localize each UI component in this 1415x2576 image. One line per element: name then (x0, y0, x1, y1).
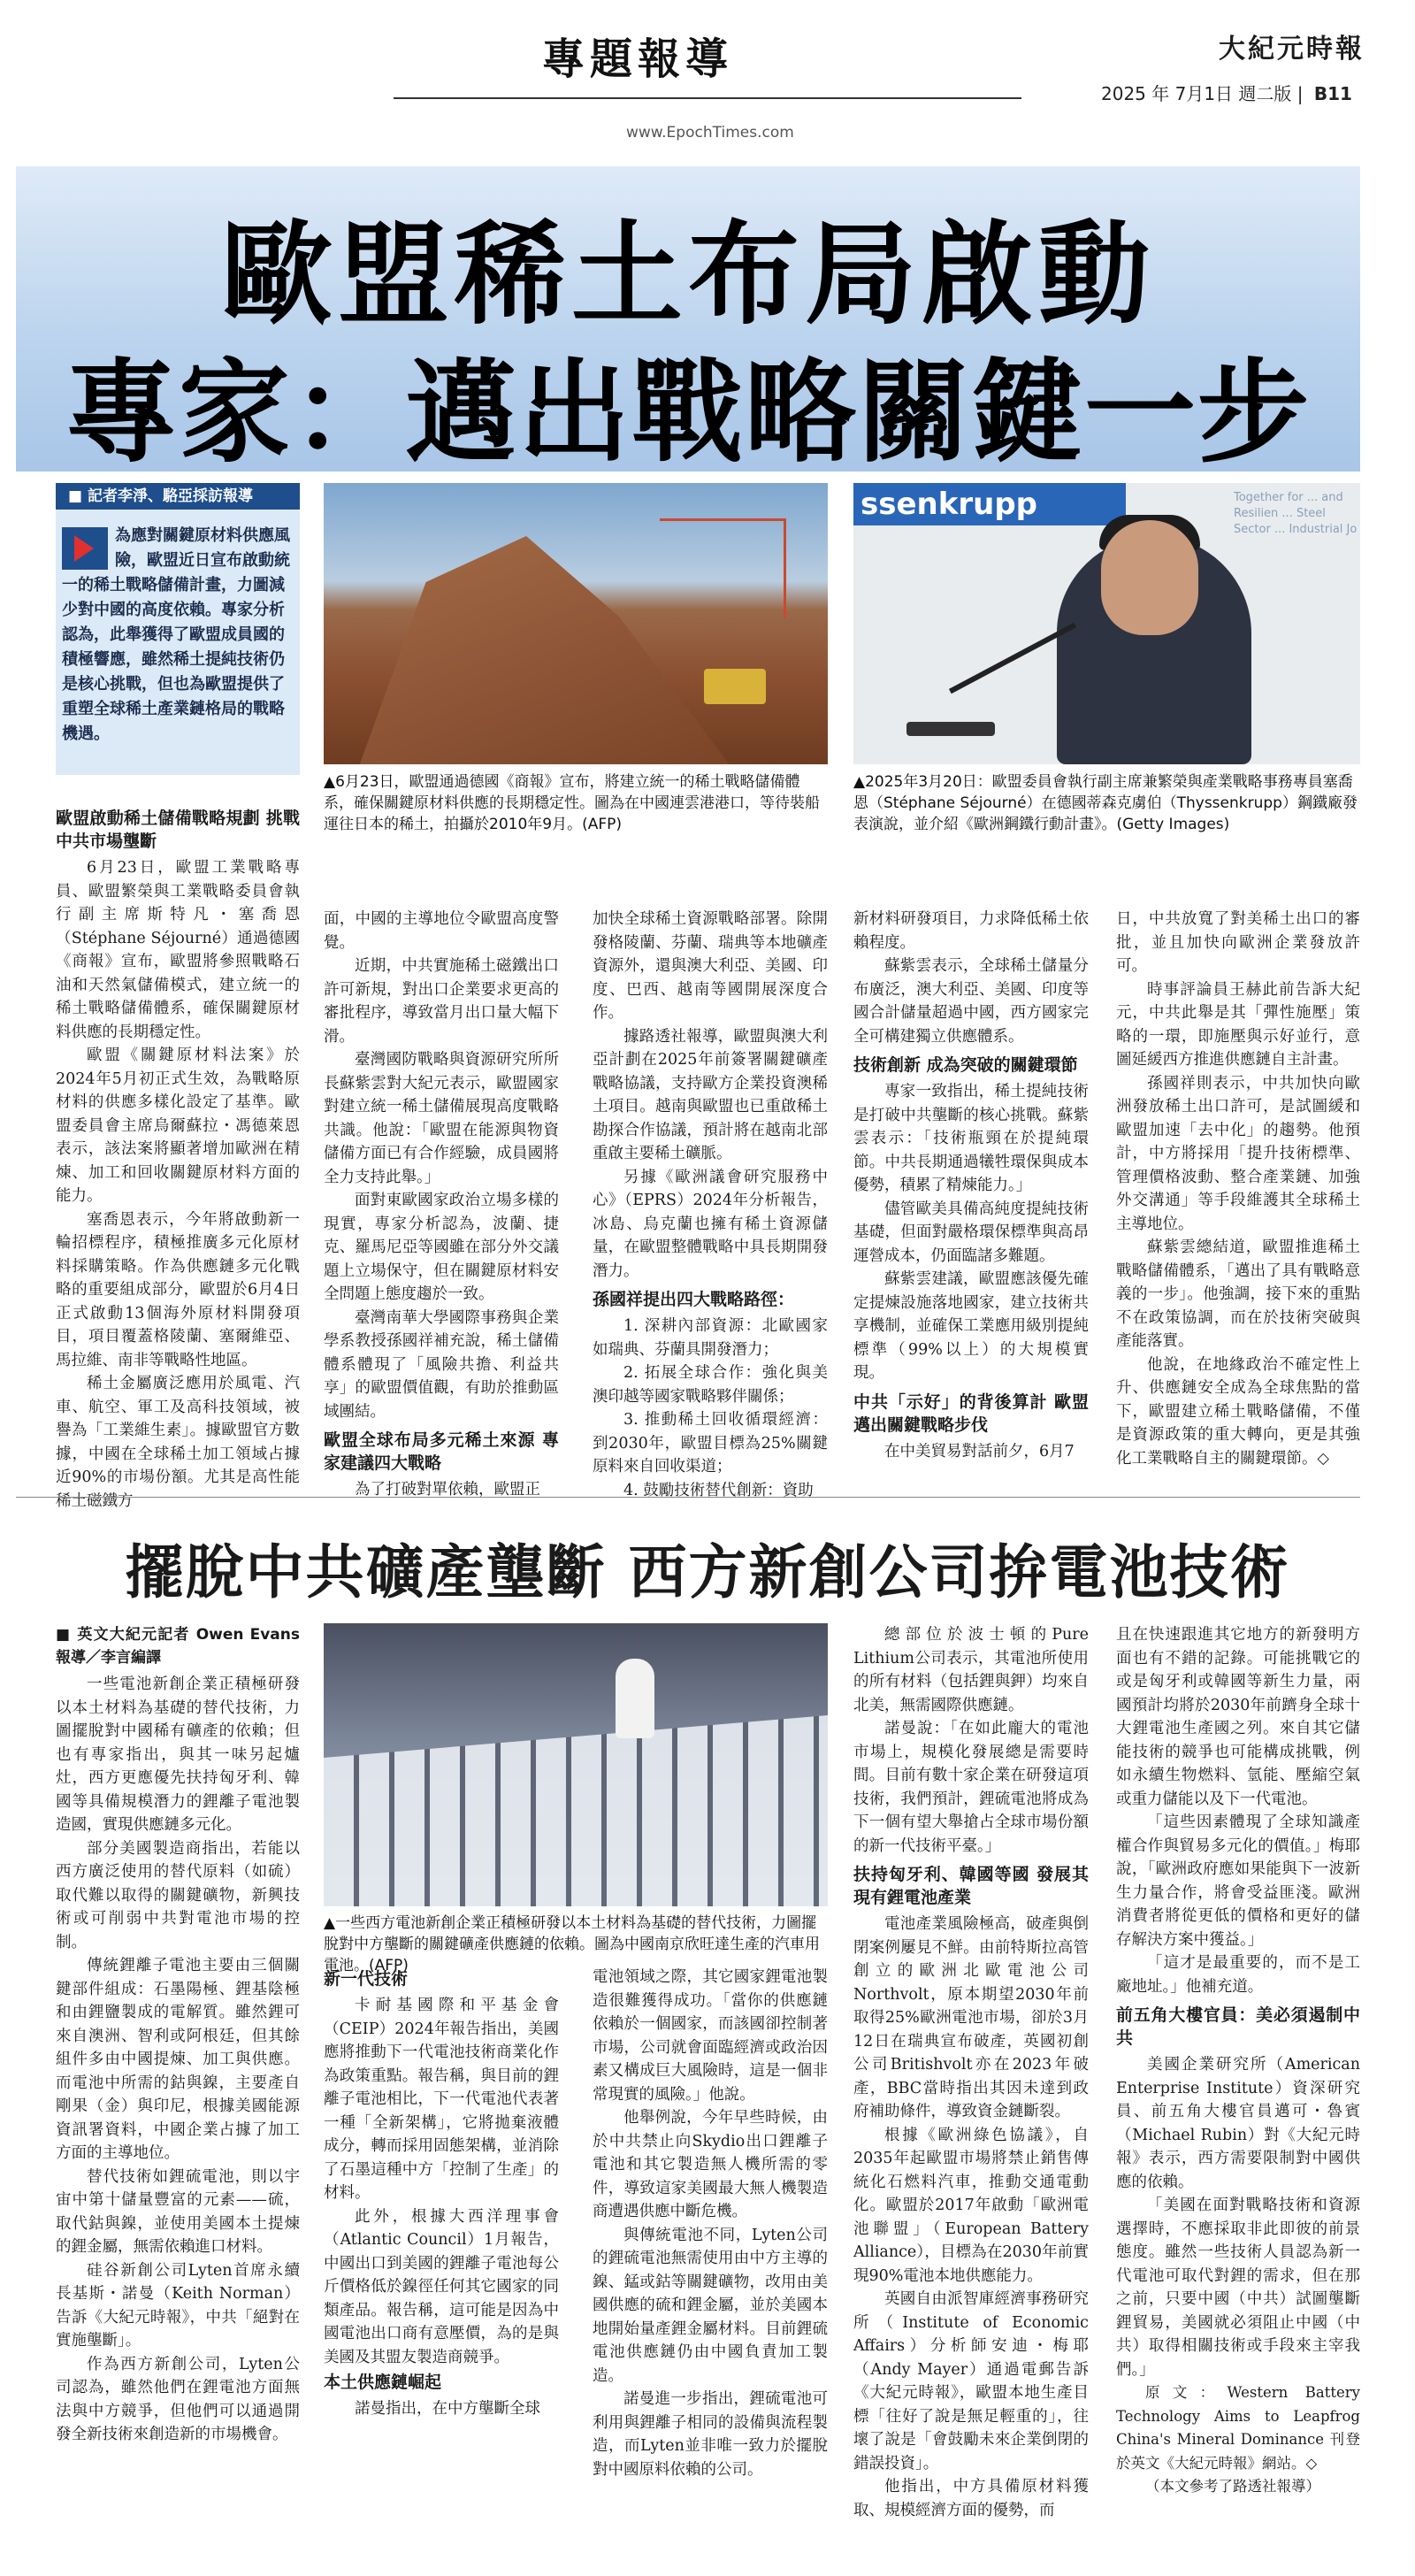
paragraph: 6月23日，歐盟工業戰略專員、歐盟繁榮與工業戰略委員會執行副主席斯特凡・塞喬恩（Stéphane Séjourné）通過德國《商報》宣布，歐盟將參照戰略石油和天然氣儲備模式，建立統一的稀土戰略儲備體系，確保關鍵原材料供應的長期穩定性。 (56, 859, 300, 1041)
paragraph: 稀土金屬廣泛應用於風電、汽車、航空、軍工及高科技領域，被譽為「工業維生素」。據歐盟官方數據，中國在全球稀土加工領域占據近90%的市場份額。尤其是高性能稀土磁鐵方 (56, 1375, 300, 1510)
paragraph: 為了打破對單依賴，歐盟正 (355, 1481, 540, 1499)
paragraph: 臺灣國防戰略與資源研究所所長蘇紫雲對大紀元表示，歐盟國家對建立統一稀土儲備展現高度戰略共識。他說：「歐盟在能源與物資儲備方面已有合作經驗，成員國將全力支持此舉。」 (324, 1051, 559, 1186)
dateline: 2025 年 7月1日 週二版 | B11 (1101, 83, 1352, 104)
podium (906, 722, 995, 736)
subhead: 孫國祥提出四大戰略路徑： (593, 1290, 795, 1309)
subhead: 歐盟啟動稀土儲備戰略規劃 挑戰中共市場壟斷 (56, 809, 300, 851)
article2-col2 (324, 1966, 559, 2421)
photo1-caption: ▲6月23日，歐盟通過德國《商報》宣布，將建立統一的稀土戰略儲備體系，確保關鍵原材料供應的長期穩定性。圖為在中國連雲港港口，等待裝船運往日本的稀土，拍攝於2010年9月。(AFP) (324, 773, 820, 833)
paragraph: 面對東歐國家政治立場多樣的現實，專家分析認為，波蘭、捷克、羅馬尼亞等國雖在部分外交議題上立場保守，但在關鍵原材料安全問題上態度趨於一致。 (324, 1192, 559, 1303)
paragraph: 傳統鋰離子電池主要由三個關鍵部件組成：石墨陽極、鋰基陰極和由鋰鹽製成的電解質。雖然鋰可來自澳洲、智利或阿根廷，但其餘組件多由中國提煉、加工與供應。而電池中所需的鈷與鎳，主要產自剛果（金）與印尼，根據美國能源資訊署資料，中國企業占據了加工方面的主導地位。 (56, 1957, 300, 2162)
paragraph: 替代技術如鋰硫電池，則以宇宙中第十儲量豐富的元素——硫，取代鈷與鎳，並使用美國本土提煉的鋰金屬，無需依賴進口材料。 (56, 2167, 300, 2256)
page-number: B11 (1313, 83, 1352, 104)
paragraph: 蘇紫雲表示，全球稀土儲量分布廣泛，澳大利亞、美國、印度等國合計儲量超過中國，西方國家完全可構建獨立供應體系。 (853, 957, 1089, 1046)
paragraph: 另據《歐洲議會研究服務中心》（EPRS）2024年分析報告，冰島、烏克蘭也擁有稀土資源儲量，在歐盟整體戰略中具長期開發潛力。 (593, 1168, 828, 1280)
paragraph: 他說，在地緣政治不確定性上升、供應鏈安全成為全球焦點的當下，歐盟建立稀土戰略儲備，不僅是資源政策的重大轉向，更是其強化工業戰略自主的關鍵環節。◇ (1116, 1355, 1360, 1468)
crane (660, 518, 786, 618)
paragraph: 新材料研發項目，力求降低稀土依賴程度。 (853, 910, 1089, 952)
headline-line1: 歐盟稀土布局啟動 (221, 209, 1155, 340)
lead-summary (62, 524, 292, 747)
paragraph: 時事評論員王赫此前告訴大紀元，中共此舉是其「彈性施壓」策略的一環，即施壓與示好並行，意圖延緩西方推進供應鏈自主計畫。 (1116, 980, 1360, 1069)
paragraph: 日，中共放寬了對美稀土出口的審批，並且加快向歐洲企業發放許可。 (1116, 910, 1360, 975)
factory-worker (616, 1659, 654, 1738)
battery-factory-photo (324, 1623, 828, 1906)
article2-col4 (853, 1623, 1089, 2522)
article1-col4 (853, 908, 1089, 1463)
photo3-caption: ▲一些西方電池新創企業正積極研發以本土材料為基礎的替代技術，力圖擺脫對中方壟斷的關鍵礦產供應鏈的依賴。圖為中國南京欣旺達生產的汽車用電池。(AFP) (324, 1914, 820, 1974)
paragraph: 諾曼指出，在中方壟斷全球 (355, 2400, 540, 2418)
paragraph: 諾曼說：「在如此龐大的電池市場上，規模化發展總是需要時間。目前有數十家企業在研發這項技術，我們預計，鋰硫電池將成為下一個有望大舉搶占全球市場份額的新一代技術平臺。」 (853, 1720, 1089, 1855)
paragraph: 根據《歐洲綠色協議》，自2035年起歐盟市場將禁止銷售傳統化石燃料汽車，推動交通電動化。歐盟於2017年啟動「歐洲電池聯盟」（European Battery Alliance），目標為在2030年前實現90%電池本地供應能力。 (853, 2126, 1089, 2285)
subhead: 技術創新 成為突破的關鍵環節 (853, 1055, 1078, 1075)
list-item: 1. 深耕內部資源：北歐國家如瑞典、芬蘭具開發潛力； (593, 1317, 828, 1359)
paragraph: 與傳統電池不同，Lyten公司的鋰硫電池無需使用由中方主導的鎳、錳或鈷等關鍵礦物，改用由美國供應的硫和鋰金屬，並於美國本地開始量產鋰金屬材料。目前鋰硫電池供應鏈仍由中國負責加工製造。 (593, 2226, 828, 2385)
loader-truck (704, 669, 766, 704)
list-item: 2. 拓展全球合作：強化與美澳印越等國家戰略夥伴關係； (593, 1364, 828, 1406)
subhead: 歐盟全球布局多元稀土來源 專家建議四大戰略 (324, 1430, 559, 1473)
paragraph: 在中美貿易對話前夕，6月7 (884, 1442, 1075, 1460)
paragraph: 美國企業研究所（American Enterprise Institute）資深研究員、前五角大樓官員邁可・魯賓（Michael Rubin）對《大紀元時報》表示，西方需要限制對中國供應的依賴。 (1116, 2056, 1360, 2191)
paragraph: 英國自由派智庫經濟事務研究所（Institute of Economic Affairs）分析師安迪・梅耶（Andy Mayer）通過電郵告訴《大紀元時報》，歐盟本地生產目標「往好了說是無足輕重的」，往壞了說是「會鼓勵未來企業倒閉的錯誤投資」。 (853, 2290, 1089, 2472)
article2-col5 (1116, 1623, 1360, 2499)
subhead: 前五角大樓官員：美必須遏制中共 (1116, 2005, 1360, 2048)
paragraph: 塞喬恩表示，今年將啟動新一輪招標程序，積極推廣多元化原材料採購策略。作為供應鏈多元化戰略的重要組成部分，歐盟於6月4日正式啟動13個海外原材料開發項目，項目覆蓋格陵蘭、塞爾維亞、馬拉維、南非等戰略性地區。 (56, 1210, 300, 1369)
paragraph: 部分美國製造商指出，若能以西方廣泛使用的替代原料（如硫）取代難以取得的關鍵礦物，新興技術或可削弱中共對電池市場的控制。 (56, 1839, 300, 1951)
paragraph: 總部位於波士頓的Pure Lithium公司表示，其電池所使用的所有材料（包括鋰與鉀）均來自北美，無需國際供應鏈。 (853, 1626, 1089, 1714)
article2-col3 (593, 1966, 828, 2481)
paragraph: 面，中國的主導地位令歐盟高度警覺。 (324, 910, 559, 952)
byline: ■ 記者李淨、駱亞採訪報導 (56, 483, 300, 510)
subhead: 扶持匈牙利、韓國等國 發展其現有鋰電池產業 (853, 1865, 1089, 1907)
article2-col1 (56, 1623, 300, 2447)
paragraph: 孫國祥則表示，中共加快向歐洲發放稀土出口許可，是試圖緩和歐盟加速「去中化」的趨勢。他預計，中方將採用「提升技術標準、管理價格波動、整合產業鏈、加強外交溝通」等手段維護其全球稀土主導地位。 (1116, 1074, 1360, 1233)
paragraph: 一些電池新創企業正積極研發以本土材料為基礎的替代技術，力圖擺脫對中國稀有礦產的依賴；但也有專家指出，與其一味另起爐灶，西方更應優先扶持匈牙利、韓國等具備規模潛力的鋰離子電池製造國，實現供應鏈多元化。 (56, 1675, 300, 1834)
article1-col3 (593, 908, 828, 1502)
headline-line2: 專家：邁出戰略關鍵一步 (65, 347, 1311, 478)
reference-note: （本文參考了路透社報導） (1145, 2478, 1320, 2495)
paragraph: 據路透社報導，歐盟與澳大利亞計劃在2025年前簽署關鍵礦產戰略協議，支持歐方企業投資澳稀土項目。越南與歐盟也已重啟稀土勘探合作協議，預計將在越南北部重啟主要稀土礦脈。 (593, 1027, 828, 1162)
paragraph: 加快全球稀土資源戰略部署。除開發格陵蘭、芬蘭、瑞典等本地礦產資源外，還與澳大利亞、美國、印度、巴西、越南等國開展深度合作。 (593, 910, 828, 1022)
header-rule (394, 97, 1021, 99)
article1-col2 (324, 908, 559, 1502)
article1-col1 (56, 807, 300, 1513)
battery-rows (324, 1694, 828, 1906)
paragraph: 「這些因素體現了全球知識產權合作與貿易多元化的價值。」梅耶說，「歐洲政府應如果能與下一波新生力量合作，將會受益匪淺。歐洲消費者將從更低的價格和更好的儲存解決方案中獲益。」 (1116, 1813, 1360, 1949)
section-title: 專題報導 (542, 34, 734, 84)
sejourne-speech-photo (853, 483, 1360, 764)
paragraph: 卡耐基國際和平基金會（CEIP）2024年報告指出，美國應將推動下一代電池技術商業化作為政策重點。報告稱，與目前的鋰離子電池相比，下一代電池代表著一種「全新架構」，它將拋棄液體成分，轉而採用固態架構，並消除了石墨這種中方「控制了生產」的材料。 (324, 1997, 559, 2202)
paragraph: 諾曼進一步指出，鋰硫電池可利用與鋰離子相同的設備與流程製造，而Lyten並非唯一致力於擺脫對中國原料依賴的公司。 (593, 2390, 828, 2479)
paragraph: 臺灣南華大學國際事務與企業學系教授孫國祥補充說，稀土儲備體系體現了「風險共擔、利益共享」的歐盟價值觀，有助於推動區域團結。 (324, 1308, 559, 1421)
paragraph: 蘇紫雲建議，歐盟應該優先確定提煉設施落地國家，建立技術共享機制，並確保工業應用級別提純標準（99%以上）的大規模實現。 (853, 1270, 1089, 1382)
photo2-caption: ▲2025年3月20日：歐盟委員會執行副主席兼繁榮與產業戰略事務專員塞喬恩（Stéphane Séjourné）在德國蒂森克虜伯（Thyssenkrupp）鋼鐵廠發表演說，並介紹《歐洲鋼鐵行動計畫》。(Getty Images) (853, 773, 1358, 833)
article1-col5 (1116, 908, 1360, 1470)
source-note: 原文：Western Battery Technology Aims to Leapfrog China's Mineral Dominance 刊登於英文《大紀元時報》網站。◇ (1116, 2384, 1360, 2472)
backdrop-text: Together for ... and Resilien ... Steel Sector ... Industrial Jo (1234, 491, 1358, 536)
section-divider (16, 1497, 1360, 1498)
byline2: ■ 英文大紀元記者 Owen Evans 報導／李言編譯 (56, 1626, 300, 1667)
masthead-logo: 大紀元時報 (1219, 34, 1365, 65)
paragraph: 蘇紫雲總結道，歐盟推進稀土戰略儲備體系，「邁出了具有戰略意義的一步」。他強調，接下來的重點不在政策協調，而在於技術突破與產能落實。 (1116, 1238, 1360, 1350)
list-item: 3. 推動稀土回收循環經濟：到2030年，歐盟目標為25%關鍵原料來自回收渠道； (593, 1411, 828, 1476)
headline2: 擺脫中共礦產壟斷 西方新創公司拚電池技術 (125, 1537, 1290, 1606)
paragraph: 且在快速跟進其它地方的新發明方面也有不錯的記錄。可能挑戰它的或是匈牙利或韓國等新生力量，兩國預計均將於2030年前躋身全球十大鋰電池生產國之列。來自其它儲能技術的競爭也可能構成挑戰，例如永續生物燃料、氫能、壓縮空氣或重力儲能以及下一代電池。 (1116, 1626, 1360, 1808)
play-arrow-icon (62, 527, 108, 570)
paragraph: 歐盟《關鍵原材料法案》於2024年5月初正式生效，為戰略原材料的供應多樣化設定了基準。歐盟委員會主席烏爾蘇拉・馮德萊恩表示，該法案將顯著增加歐洲在精煉、加工和回收關鍵原材料方面的能力。 (56, 1046, 300, 1205)
subhead: 本土供應鏈崛起 (324, 2373, 442, 2392)
paragraph: 他指出，中方具備原材料獲取、規模經濟方面的優勢，而 (853, 2478, 1089, 2519)
subhead: 新一代技術 (324, 1969, 409, 1989)
paragraph: 此外，根據大西洋理事會（Atlantic Council）1月報告，中國出口到美國的鋰離子電池每公斤價格低於鎳徑任何其它國家的同類產品。報告稱，這可能是因為中國電池出口商有意壓價，為的是與美國及其盟友製造商競爭。 (324, 2207, 559, 2366)
paragraph: 「這才是最重要的，而不是工廠地址。」他補充道。 (1116, 1954, 1360, 1996)
list-item: 4. 鼓勵技術替代創新：資助 (623, 1481, 814, 1499)
paragraph: 「美國在面對戰略技術和資源選擇時，不應採取非此即彼的前景態度。雖然一些技術人員認為新一代電池可取代對鋰的需求，但在那之前，只要中國（中共）試圖壟斷鋰貿易，美國就必須阻止中國（中共）取得相關技術或手段來主宰我們。」 (1116, 2196, 1360, 2379)
subhead: 中共「示好」的背後算計 歐盟邁出關鍵戰略步伐 (853, 1392, 1089, 1435)
paragraph: 儘管歐美具備高純度提純技術基礎，但面對嚴格環保標準與高昂運營成本，仍面臨諸多難題。 (853, 1200, 1089, 1265)
speaker-head (1101, 520, 1198, 635)
issue-date: 2025 年 7月1日 週二版 (1101, 83, 1292, 104)
headline-banner (16, 166, 1360, 478)
site-url[interactable]: www.EpochTimes.com (626, 124, 794, 142)
paragraph: 他舉例說，今年早些時候，由於中共禁止向Skydio出口鋰離子電池和其它製造無人機所需的零件，導致這家美國最大無人機製造商遭遇供應中斷危機。 (593, 2109, 828, 2220)
paragraph: 電池產業風險極高，破產與倒閉案例屢見不鮮。由前特斯拉高管創立的歐洲北歐電池公司Northvolt，原本期望2030年前取得25%歐洲電池市場，卻於3月12日在瑞典宣布破產，英國初創公司Britishvolt亦在2023年破產，BBC當時指出其因未達到政府補助條件，導致資金鏈斷裂。 (853, 1915, 1089, 2120)
paragraph: 硅谷新創公司Lyten首席永續長基斯・諾曼（Keith Norman）告訴《大紀元時報》，中共「絕對在實施壟斷」。 (56, 2261, 300, 2350)
paragraph: 專家一致指出，稀土提純技術是打破中共壟斷的核心挑戰。蘇紫雲表示：「技術瓶頸在於提純環節。中共長期通過犧牲環保與成本優勢，積累了精煉能力。」 (853, 1083, 1089, 1194)
thyssenkrupp-sign: ssenkrupp (853, 483, 1126, 525)
lead-text: 為應對關鍵原材料供應風險，歐盟近日宣布啟動統一的稀土戰略儲備計畫，力圖減少對中國的高度依賴。專家分析認為，此舉獲得了歐盟成員國的積極響應，雖然稀土提純技術仍是核心挑戰，但也為歐盟提供了重塑全球稀土產業鏈格局的戰略機遇。 (62, 526, 290, 743)
paragraph: 作為西方新創公司，Lyten公司認為，雖然他們在鋰電池方面無法與中方競爭，但他們可以通過開發全新技術來創造新的市場機會。 (56, 2355, 300, 2443)
paragraph: 近期，中共實施稀土磁鐵出口許可新規，對出口企業要求更高的審批程序，導致當月出口量大幅下滑。 (324, 957, 559, 1046)
rare-earth-port-photo (324, 483, 828, 764)
paragraph: 電池領域之際，其它國家鋰電池製造很難獲得成功。「當你的供應鏈依賴於一個國家，而該國卻控制著市場，公司就會面臨經濟或政治因素又構成巨大風險時，這是一個非常現實的風險。」他說。 (593, 1968, 828, 2104)
